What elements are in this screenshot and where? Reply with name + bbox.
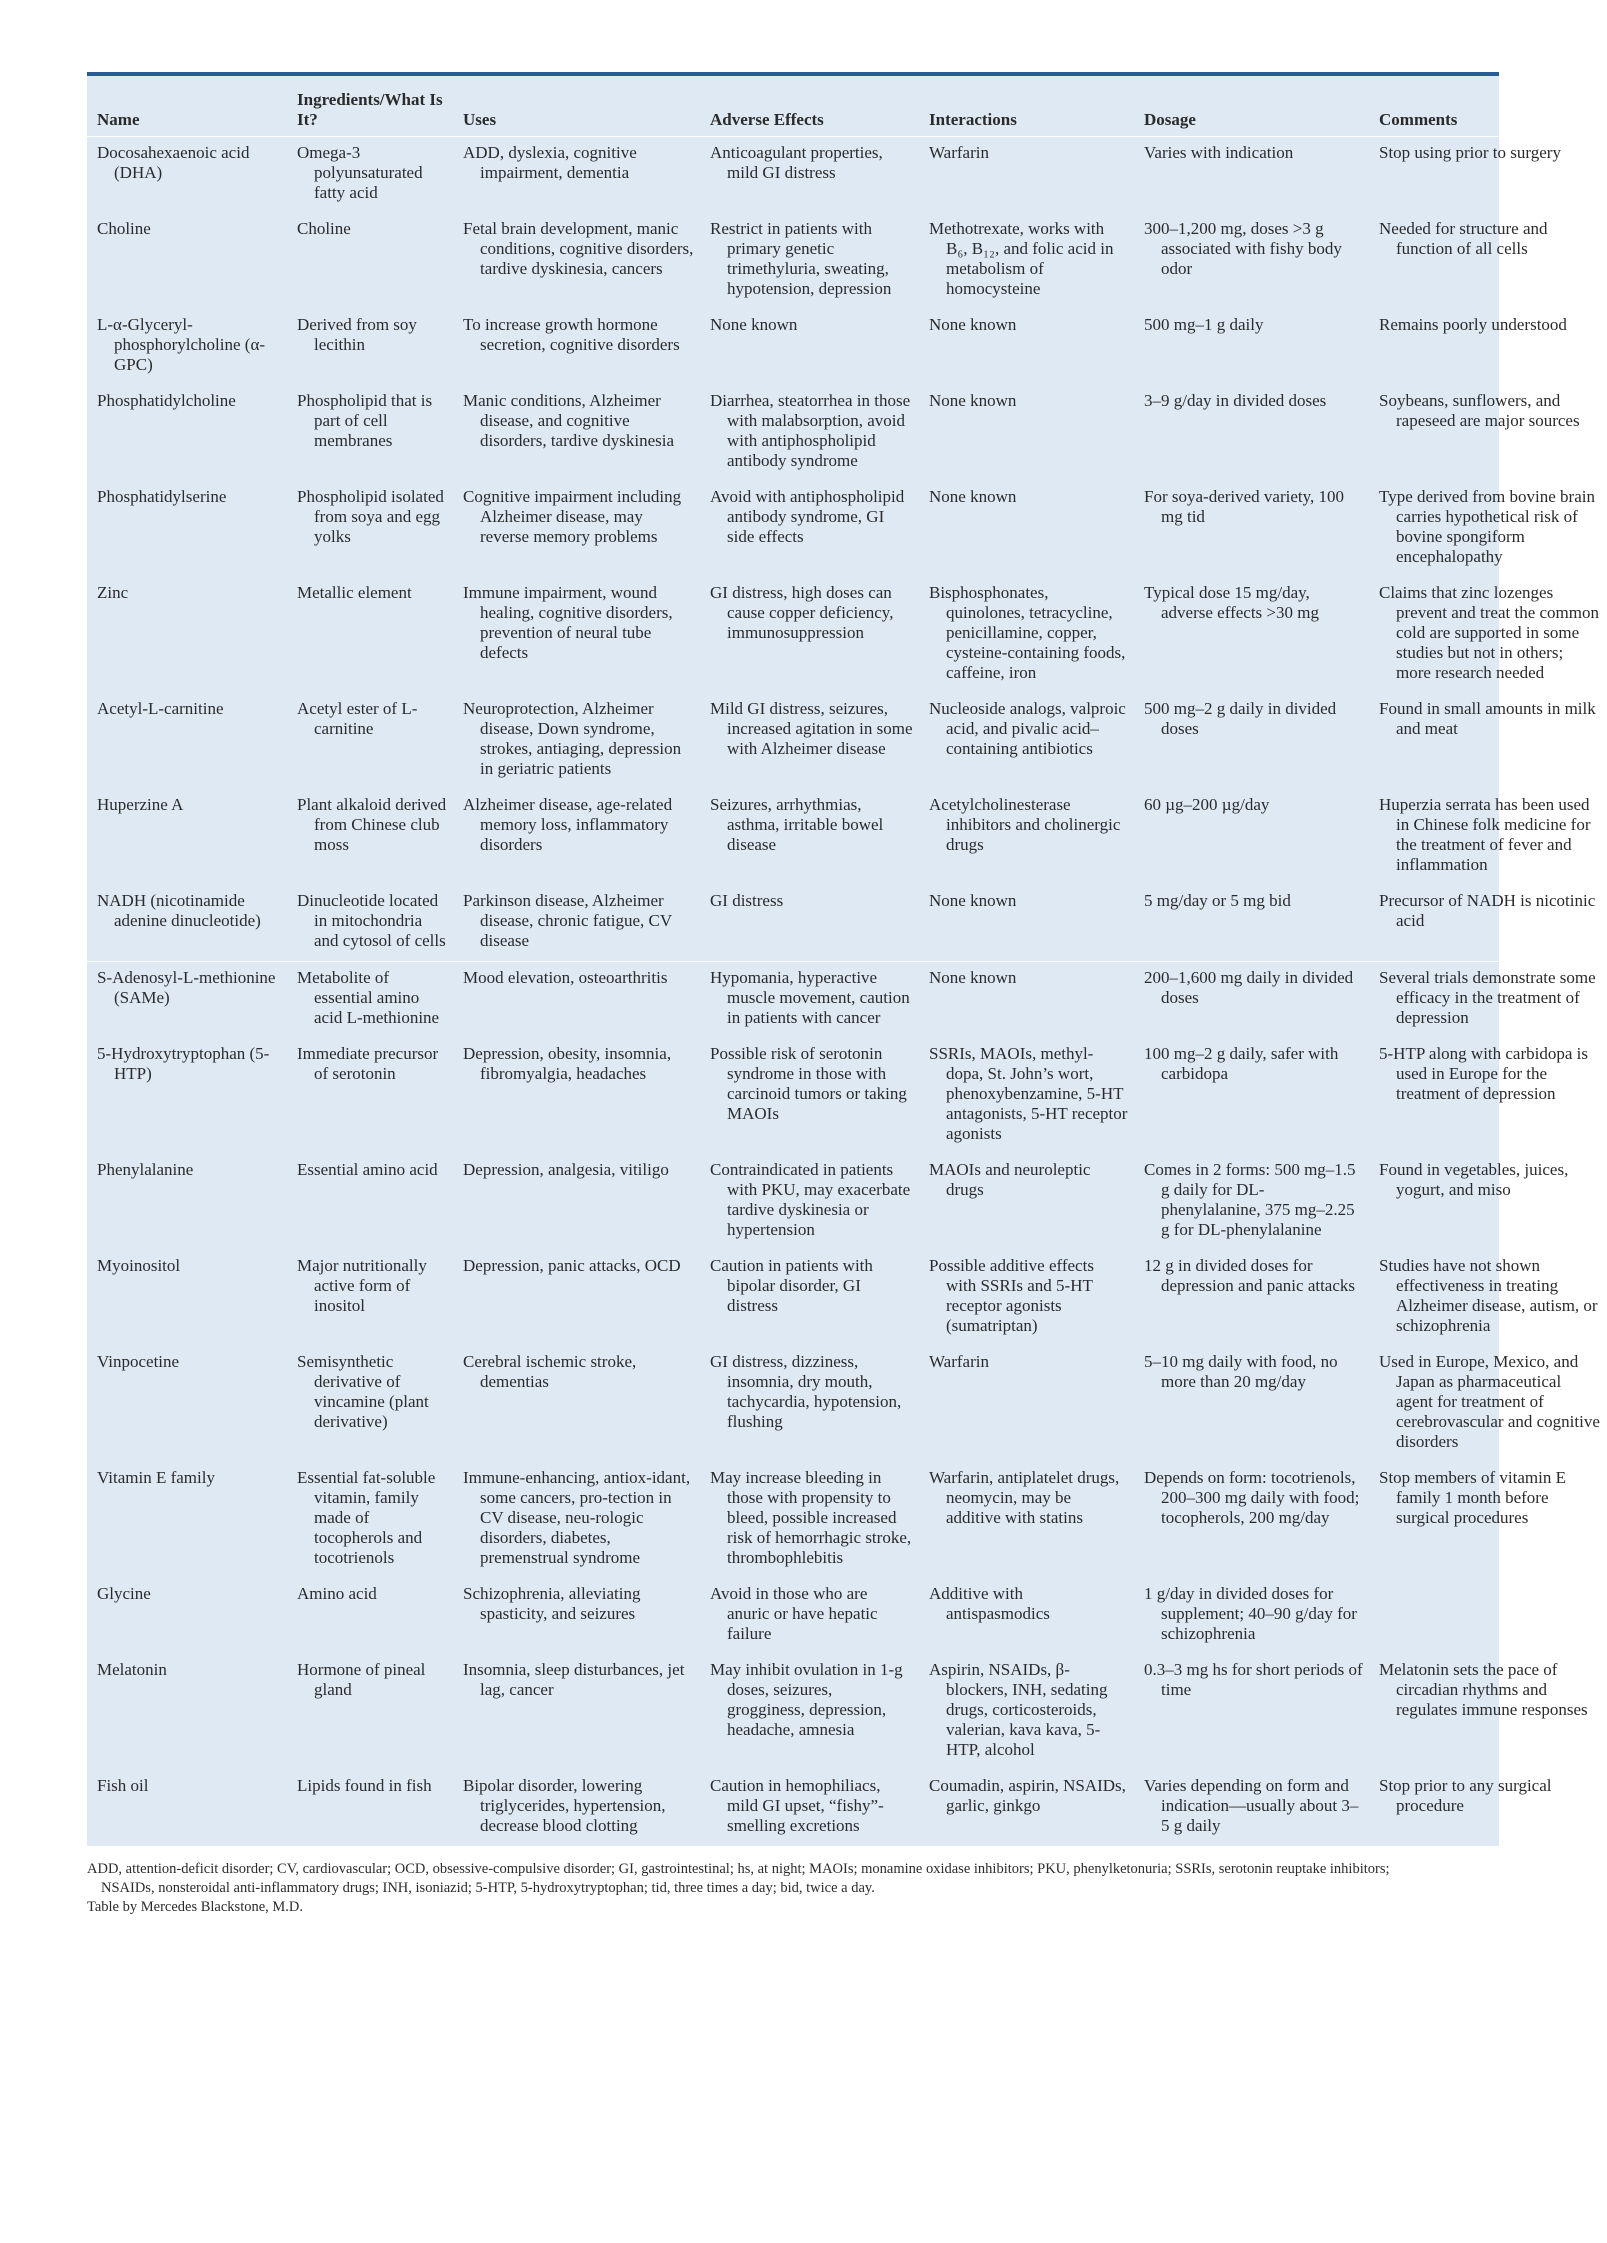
- cell-text: Several trials demonstrate some efficacy in the treatment of depression: [1379, 968, 1596, 1027]
- cell-interactions: [919, 1250, 1134, 1346]
- cell-text: 60 µg–200 µg/day: [1144, 795, 1270, 814]
- cell-uses: [453, 481, 700, 577]
- cell-dosage: [1134, 385, 1369, 481]
- table-container: [87, 76, 1600, 1846]
- cell-text: Comes in 2 forms: 500 mg–1.5 g daily for DL-phenylalanine, 375 mg–2.25 g for DL-phenylalanine: [1144, 1160, 1356, 1239]
- cell-dosage: [1134, 309, 1369, 385]
- cell-text: Coumadin, aspirin, NSAIDs, garlic, ginkgo: [929, 1776, 1126, 1815]
- cell-text: Used in Europe, Mexico, and Japan as pharmaceutical agent for treatment of cerebrovascular and cognitive disorders: [1379, 1352, 1600, 1451]
- cell-adverse-effects: [700, 309, 919, 385]
- cell-dosage: [1134, 1038, 1369, 1154]
- cell-text: Hypomania, hyperactive muscle movement, caution in patients with cancer: [710, 968, 910, 1027]
- cell-text: Diarrhea, steatorrhea in those with malabsorption, avoid with antiphospholipid antibody syndrome: [710, 391, 911, 470]
- cell-dosage: [1134, 1346, 1369, 1462]
- cell-adverse-effects: [700, 1038, 919, 1154]
- cell-comments: [1369, 693, 1607, 789]
- cell-name: [87, 1578, 287, 1654]
- cell-comments: [1369, 1250, 1607, 1346]
- cell-text: Huperzine A: [97, 795, 184, 814]
- cell-uses: [453, 1250, 700, 1346]
- cell-text: Aspirin, NSAIDs, β-blockers, INH, sedating drugs, corticosteroids, valerian, kava kava, 5-HTP, alcohol: [929, 1660, 1108, 1759]
- cell-name: [87, 137, 287, 214]
- cell-text: ADD, dyslexia, cognitive impairment, dementia: [463, 143, 637, 182]
- cell-adverse-effects: [700, 1770, 919, 1846]
- cell-interactions: [919, 885, 1134, 962]
- cell-text: Avoid with antiphospholipid antibody syndrome, GI side effects: [710, 487, 905, 546]
- cell-ingredients: [287, 1346, 453, 1462]
- cell-ingredients: [287, 137, 453, 214]
- cell-text: 5 mg/day or 5 mg bid: [1144, 891, 1291, 910]
- cell-ingredients: [287, 962, 453, 1039]
- cell-ingredients: [287, 309, 453, 385]
- cell-text: None known: [929, 891, 1017, 910]
- cell-interactions: [919, 789, 1134, 885]
- cell-name: [87, 309, 287, 385]
- cell-text: Metabolite of essential amino acid L-methionine: [297, 968, 440, 1027]
- cell-name: [87, 1154, 287, 1250]
- cell-text: Docosahexaenoic acid (DHA): [97, 143, 250, 182]
- table-row: [87, 962, 1607, 1039]
- cell-name: [87, 1038, 287, 1154]
- cell-text: Anticoagulant properties, mild GI distress: [710, 143, 883, 182]
- cell-ingredients: [287, 385, 453, 481]
- cell-text: For soya-derived variety, 100 mg tid: [1144, 487, 1345, 526]
- table-row: [87, 481, 1607, 577]
- cell-text: Phospholipid isolated from soya and egg yolks: [297, 487, 444, 546]
- cell-interactions: [919, 309, 1134, 385]
- cell-comments: [1369, 385, 1607, 481]
- cell-text: Restrict in patients with primary genetic trimethyluria, sweating, hypotension, depression: [710, 219, 892, 298]
- cell-text: Depression, obesity, insomnia, fibromyalgia, headaches: [463, 1044, 672, 1083]
- cell-comments: [1369, 789, 1607, 885]
- cell-ingredients: [287, 885, 453, 962]
- cell-text: Varies depending on form and indication—usually about 3–5 g daily: [1144, 1776, 1359, 1835]
- table-row: [87, 137, 1607, 214]
- cell-interactions: [919, 962, 1134, 1039]
- table-row: [87, 789, 1607, 885]
- cell-text: GI distress: [710, 891, 784, 910]
- cell-text: 500 mg–1 g daily: [1144, 315, 1264, 334]
- cell-comments: [1369, 577, 1607, 693]
- cell-text: Avoid in those who are anuric or have hepatic failure: [710, 1584, 878, 1643]
- cell-text: Varies with indication: [1144, 143, 1294, 162]
- cell-dosage: [1134, 1250, 1369, 1346]
- cell-text: 5-HTP along with carbidopa is used in Europe for the treatment of depression: [1379, 1044, 1588, 1103]
- cell-text: Zinc: [97, 583, 129, 602]
- cell-text: Amino acid: [297, 1584, 377, 1603]
- cell-text: Stop prior to any surgical procedure: [1379, 1776, 1552, 1815]
- cell-interactions: [919, 213, 1134, 309]
- cell-text: Lipids found in fish: [297, 1776, 432, 1795]
- cell-name: [87, 1654, 287, 1770]
- cell-dosage: [1134, 789, 1369, 885]
- table-header-row: [87, 76, 1607, 137]
- cell-text: Melatonin: [97, 1660, 167, 1679]
- cell-interactions: [919, 1346, 1134, 1462]
- cell-name: [87, 693, 287, 789]
- cell-text: Fetal brain development, manic conditions, cognitive disorders, tardive dyskinesia, cancers: [463, 219, 694, 278]
- cell-text: Depression, analgesia, vitiligo: [463, 1160, 669, 1179]
- cell-dosage: [1134, 885, 1369, 962]
- cell-text: Warfarin: [929, 143, 989, 162]
- cell-adverse-effects: [700, 962, 919, 1039]
- cell-ingredients: [287, 1578, 453, 1654]
- cell-text: Type derived from bovine brain carries hypothetical risk of bovine spongiform encephalopathy: [1379, 487, 1595, 566]
- cell-text: SSRIs, MAOIs, methyl-dopa, St. John’s wort, phenoxybenzamine, 5-HT antagonists, 5-HT receptor agonists: [929, 1044, 1128, 1143]
- cell-adverse-effects: [700, 885, 919, 962]
- cell-text: Immediate precursor of serotonin: [297, 1044, 439, 1083]
- cell-comments: [1369, 1770, 1607, 1846]
- cell-adverse-effects: [700, 577, 919, 693]
- cell-adverse-effects: [700, 213, 919, 309]
- table-row: [87, 1578, 1607, 1654]
- cell-dosage: [1134, 213, 1369, 309]
- cell-comments: [1369, 137, 1607, 214]
- cell-adverse-effects: [700, 1578, 919, 1654]
- table-row: [87, 309, 1607, 385]
- cell-text: Phenylalanine: [97, 1160, 194, 1179]
- table-row: [87, 577, 1607, 693]
- cell-name: [87, 481, 287, 577]
- cell-name: [87, 577, 287, 693]
- cell-text: May inhibit ovulation in 1-g doses, seizures, grogginess, depression, headache, amnesia: [710, 1660, 903, 1739]
- cell-comments: [1369, 1462, 1607, 1578]
- cell-text: Hormone of pineal gland: [297, 1660, 426, 1699]
- table-row: [87, 885, 1607, 962]
- cell-adverse-effects: [700, 1250, 919, 1346]
- cell-name: [87, 1770, 287, 1846]
- cell-ingredients: [287, 1250, 453, 1346]
- cell-adverse-effects: [700, 1654, 919, 1770]
- cell-adverse-effects: [700, 1154, 919, 1250]
- cell-adverse-effects: [700, 137, 919, 214]
- header-ingredients: Ingredients/What Is It?: [287, 76, 453, 137]
- cell-comments: [1369, 481, 1607, 577]
- cell-text: Alzheimer disease, age-related memory loss, inflammatory disorders: [463, 795, 673, 854]
- cell-text: Precursor of NADH is nicotinic acid: [1379, 891, 1596, 930]
- cell-comments: [1369, 962, 1607, 1039]
- cell-comments: [1369, 309, 1607, 385]
- cell-name: [87, 1250, 287, 1346]
- cell-text: Glycine: [97, 1584, 151, 1603]
- cell-text: Huperzia serrata has been used in Chinese folk medicine for the treatment of fever and inflammation: [1379, 795, 1591, 874]
- cell-text: None known: [710, 315, 798, 334]
- cell-dosage: [1134, 962, 1369, 1039]
- cell-text: Found in vegetables, juices, yogurt, and miso: [1379, 1160, 1569, 1199]
- header-adverse-effects: Adverse Effects: [700, 76, 919, 137]
- cell-text: Manic conditions, Alzheimer disease, and cognitive disorders, tardive dyskinesia: [463, 391, 675, 450]
- cell-text: 300–1,200 mg, doses >3 g associated with fishy body odor: [1144, 219, 1342, 278]
- cell-text: S-Adenosyl-L-methionine (SAMe): [97, 968, 276, 1007]
- cell-text: Stop members of vitamin E family 1 month before surgical procedures: [1379, 1468, 1566, 1527]
- cell-comments: [1369, 885, 1607, 962]
- cell-text: Claims that zinc lozenges prevent and treat the common cold are supported in some studies but not in others; more research needed: [1379, 583, 1599, 682]
- cell-uses: [453, 885, 700, 962]
- cell-text: Semisynthetic derivative of vincamine (plant derivative): [297, 1352, 429, 1431]
- table-row: [87, 1770, 1607, 1846]
- cell-name: [87, 962, 287, 1039]
- cell-text: Neuroprotection, Alzheimer disease, Down syndrome, strokes, antiaging, depression in geriatric patients: [463, 699, 682, 778]
- table-row: [87, 1038, 1607, 1154]
- cell-text: Depression, panic attacks, OCD: [463, 1256, 681, 1275]
- cell-ingredients: [287, 693, 453, 789]
- cell-comments: [1369, 1654, 1607, 1770]
- table-row: [87, 213, 1607, 309]
- cell-uses: [453, 1770, 700, 1846]
- cell-text: Myoinositol: [97, 1256, 181, 1275]
- cell-text: Major nutritionally active form of inositol: [297, 1256, 427, 1315]
- cell-uses: [453, 789, 700, 885]
- cell-interactions: [919, 1770, 1134, 1846]
- cell-interactions: [919, 385, 1134, 481]
- cell-adverse-effects: [700, 385, 919, 481]
- cell-text: None known: [929, 487, 1017, 506]
- cell-interactions: [919, 481, 1134, 577]
- table-body: [87, 137, 1607, 1847]
- document-page: [87, 72, 1600, 2092]
- cell-text: Immune-enhancing, antiox-idant, some cancers, pro-tection in CV disease, neu-rologic disorders, diabetes, premenstrual syndrome: [463, 1468, 691, 1567]
- cell-text: Omega-3 polyunsaturated fatty acid: [297, 143, 423, 202]
- cell-uses: [453, 693, 700, 789]
- cell-name: [87, 1462, 287, 1578]
- cell-text: None known: [929, 391, 1017, 410]
- cell-text: Bisphosphonates, quinolones, tetracycline, penicillamine, copper, cysteine-containing foods, caffeine, iron: [929, 583, 1126, 682]
- cell-comments: [1369, 1346, 1607, 1462]
- cell-name: [87, 1346, 287, 1462]
- cell-comments: [1369, 1038, 1607, 1154]
- cell-text: Cognitive impairment including Alzheimer disease, may reverse memory problems: [463, 487, 682, 546]
- cell-ingredients: [287, 1154, 453, 1250]
- header-comments: Comments: [1369, 76, 1607, 137]
- cell-text: Seizures, arrhythmias, asthma, irritable bowel disease: [710, 795, 884, 854]
- cell-text: Caution in patients with bipolar disorder, GI distress: [710, 1256, 873, 1315]
- cell-ingredients: [287, 481, 453, 577]
- cell-adverse-effects: [700, 1346, 919, 1462]
- cell-text: Caution in hemophiliacs, mild GI upset, “fishy”-smelling excretions: [710, 1776, 884, 1835]
- cell-ingredients: [287, 213, 453, 309]
- cell-text: Choline: [97, 219, 151, 238]
- cell-interactions: [919, 1038, 1134, 1154]
- cell-adverse-effects: [700, 1462, 919, 1578]
- cell-ingredients: [287, 1654, 453, 1770]
- cell-name: [87, 789, 287, 885]
- cell-text: Nucleoside analogs, valproic acid, and pivalic acid–containing antibiotics: [929, 699, 1126, 758]
- cell-interactions: [919, 693, 1134, 789]
- cell-text: 100 mg–2 g daily, safer with carbidopa: [1144, 1044, 1339, 1083]
- cell-text: Additive with antispasmodics: [929, 1584, 1050, 1623]
- cell-uses: [453, 309, 700, 385]
- cell-ingredients: [287, 1038, 453, 1154]
- cell-text: GI distress, dizziness, insomnia, dry mouth, tachycardia, hypotension, flushing: [710, 1352, 902, 1431]
- footnotes: [87, 1860, 1499, 1917]
- cell-text: Vinpocetine: [97, 1352, 180, 1371]
- cell-text: NADH (nicotinamide adenine dinucleotide): [97, 891, 261, 930]
- cell-dosage: [1134, 1654, 1369, 1770]
- cell-text: Acetyl ester of L-carnitine: [297, 699, 418, 738]
- cell-text: Immune impairment, wound healing, cognitive disorders, prevention of neural tube defects: [463, 583, 673, 662]
- table-row: [87, 385, 1607, 481]
- cell-text: Choline: [297, 219, 351, 238]
- cell-comments: [1369, 1578, 1607, 1654]
- cell-uses: [453, 137, 700, 214]
- cell-text: Schizophrenia, alleviating spasticity, and seizures: [463, 1584, 641, 1623]
- cell-adverse-effects: [700, 789, 919, 885]
- cell-text: Possible risk of serotonin syndrome in those with carcinoid tumors or taking MAOIs: [710, 1044, 907, 1123]
- cell-text: 12 g in divided doses for depression and panic attacks: [1144, 1256, 1356, 1295]
- cell-text: L-α-Glyceryl-phosphorylcholine (α-GPC): [97, 315, 266, 374]
- cell-text: Essential amino acid: [297, 1160, 438, 1179]
- cell-uses: [453, 385, 700, 481]
- cell-uses: [453, 962, 700, 1039]
- cell-interactions: [919, 1654, 1134, 1770]
- cell-text: 1 g/day in divided doses for supplement; 40–90 g/day for schizophrenia: [1144, 1584, 1357, 1643]
- cell-uses: [453, 1038, 700, 1154]
- table-credit: Table by Mercedes Blackstone, M.D.: [87, 1899, 304, 1915]
- cell-name: [87, 885, 287, 962]
- cell-interactions: [919, 1154, 1134, 1250]
- cell-text: Acetyl-L-carnitine: [97, 699, 224, 718]
- cell-text: Insomnia, sleep disturbances, jet lag, cancer: [463, 1660, 685, 1699]
- cell-name: [87, 213, 287, 309]
- cell-uses: [453, 1154, 700, 1250]
- header-interactions: Interactions: [919, 76, 1134, 137]
- cell-interactions: [919, 1462, 1134, 1578]
- table-row: [87, 1154, 1607, 1250]
- cell-dosage: [1134, 693, 1369, 789]
- cell-dosage: [1134, 1578, 1369, 1654]
- cell-dosage: [1134, 1462, 1369, 1578]
- cell-text: Bipolar disorder, lowering triglycerides, hypertension, decrease blood clotting: [463, 1776, 666, 1835]
- cell-text: Parkinson disease, Alzheimer disease, chronic fatigue, CV disease: [463, 891, 672, 950]
- cell-dosage: [1134, 137, 1369, 214]
- cell-uses: [453, 1346, 700, 1462]
- cell-text: Remains poorly understood: [1379, 315, 1567, 334]
- cell-text: Warfarin: [929, 1352, 989, 1371]
- cell-text: Derived from soy lecithin: [297, 315, 417, 354]
- cell-text: None known: [929, 968, 1017, 987]
- cell-text: Mood elevation, osteoarthritis: [463, 968, 668, 987]
- cell-dosage: [1134, 1154, 1369, 1250]
- header-uses: Uses: [453, 76, 700, 137]
- cell-text: Studies have not shown effectiveness in treating Alzheimer disease, autism, or schizophrenia: [1379, 1256, 1598, 1335]
- table-row: [87, 1462, 1607, 1578]
- cell-adverse-effects: [700, 481, 919, 577]
- cell-text: 5-Hydroxytryptophan (5-HTP): [97, 1044, 270, 1083]
- cell-uses: [453, 577, 700, 693]
- footnote-abbreviations-2: NSAIDs, nonsteroidal anti-inflammatory drugs; INH, isoniazid; 5-HTP, 5-hydroxytryptophan; tid, three times a day; bid, twice a day.: [101, 1880, 875, 1896]
- cell-text: Contraindicated in patients with PKU, may exacerbate tardive dyskinesia or hypertension: [710, 1160, 911, 1239]
- cell-text: Soybeans, sunflowers, and rapeseed are major sources: [1379, 391, 1580, 430]
- cell-text: 500 mg–2 g daily in divided doses: [1144, 699, 1337, 738]
- cell-text: Possible additive effects with SSRIs and 5-HT receptor agonists (sumatriptan): [929, 1256, 1094, 1335]
- cell-text: Essential fat-soluble vitamin, family made of tocopherols and tocotrienols: [297, 1468, 436, 1567]
- cell-text: 5–10 mg daily with food, no more than 20 mg/day: [1144, 1352, 1338, 1391]
- table-row: [87, 1346, 1607, 1462]
- cell-name: [87, 385, 287, 481]
- cell-dosage: [1134, 577, 1369, 693]
- cell-uses: [453, 1578, 700, 1654]
- cell-text: 3–9 g/day in divided doses: [1144, 391, 1327, 410]
- cell-ingredients: [287, 1770, 453, 1846]
- table-row: [87, 693, 1607, 789]
- cell-text: To increase growth hormone secretion, cognitive disorders: [463, 315, 680, 354]
- cell-text: Stop using prior to surgery: [1379, 143, 1561, 162]
- cell-text: Dinucleotide located in mitochondria and cytosol of cells: [297, 891, 446, 950]
- cell-text: May increase bleeding in those with propensity to bleed, possible increased risk of hemorrhagic stroke, thrombophlebitis: [710, 1468, 912, 1567]
- table-row: [87, 1250, 1607, 1346]
- cell-comments: [1369, 1154, 1607, 1250]
- header-dosage: Dosage: [1134, 76, 1369, 137]
- cell-interactions: [919, 137, 1134, 214]
- cell-text: 200–1,600 mg daily in divided doses: [1144, 968, 1354, 1007]
- cell-interactions: [919, 577, 1134, 693]
- cell-text: Cerebral ischemic stroke, dementias: [463, 1352, 637, 1391]
- cell-adverse-effects: [700, 693, 919, 789]
- cell-ingredients: [287, 577, 453, 693]
- cell-text: Needed for structure and function of all cells: [1379, 219, 1548, 258]
- cell-comments: [1369, 213, 1607, 309]
- cell-text: Acetylcholinesterase inhibitors and cholinergic drugs: [929, 795, 1121, 854]
- cell-text: Depends on form: tocotrienols, 200–300 mg daily with food; tocopherols, 200 mg/day: [1144, 1468, 1360, 1527]
- cell-text: Methotrexate, works with B₆, B₁₂, and folic acid in metabolism of homocysteine: [929, 219, 1114, 298]
- supplements-table: [87, 76, 1607, 1846]
- table-row: [87, 1654, 1607, 1770]
- cell-uses: [453, 213, 700, 309]
- cell-uses: [453, 1654, 700, 1770]
- cell-text: Warfarin, antiplatelet drugs, neomycin, may be additive with statins: [929, 1468, 1120, 1527]
- cell-text: Phospholipid that is part of cell membranes: [297, 391, 433, 450]
- footnote-abbreviations-1: ADD, attention-deficit disorder; CV, cardiovascular; OCD, obsessive-compulsive disorder; GI, gastrointestinal; hs, at night; MAOIs; monamine oxidase inhibitors; PKU, phenylketonuria; SSRIs, serotonin reuptake inhibitors;: [87, 1861, 1390, 1877]
- cell-text: Mild GI distress, seizures, increased agitation in some with Alzheimer disease: [710, 699, 913, 758]
- cell-ingredients: [287, 1462, 453, 1578]
- cell-text: Plant alkaloid derived from Chinese club moss: [297, 795, 447, 854]
- cell-dosage: [1134, 1770, 1369, 1846]
- header-name: Name: [87, 76, 287, 137]
- cell-text: Fish oil: [97, 1776, 149, 1795]
- cell-interactions: [919, 1578, 1134, 1654]
- cell-text: Phosphatidylserine: [97, 487, 227, 506]
- cell-text: None known: [929, 315, 1017, 334]
- cell-text: 0.3–3 mg hs for short periods of time: [1144, 1660, 1363, 1699]
- cell-text: MAOIs and neuroleptic drugs: [929, 1160, 1091, 1199]
- cell-uses: [453, 1462, 700, 1578]
- cell-text: Metallic element: [297, 583, 412, 602]
- cell-text: Typical dose 15 mg/day, adverse effects >30 mg: [1144, 583, 1319, 622]
- cell-text: Found in small amounts in milk and meat: [1379, 699, 1596, 738]
- cell-text: Vitamin E family: [97, 1468, 215, 1487]
- cell-text: Phosphatidylcholine: [97, 391, 236, 410]
- cell-dosage: [1134, 481, 1369, 577]
- cell-text: GI distress, high doses can cause copper deficiency, immunosuppression: [710, 583, 894, 642]
- cell-text: Melatonin sets the pace of circadian rhythms and regulates immune responses: [1379, 1660, 1588, 1719]
- cell-ingredients: [287, 789, 453, 885]
